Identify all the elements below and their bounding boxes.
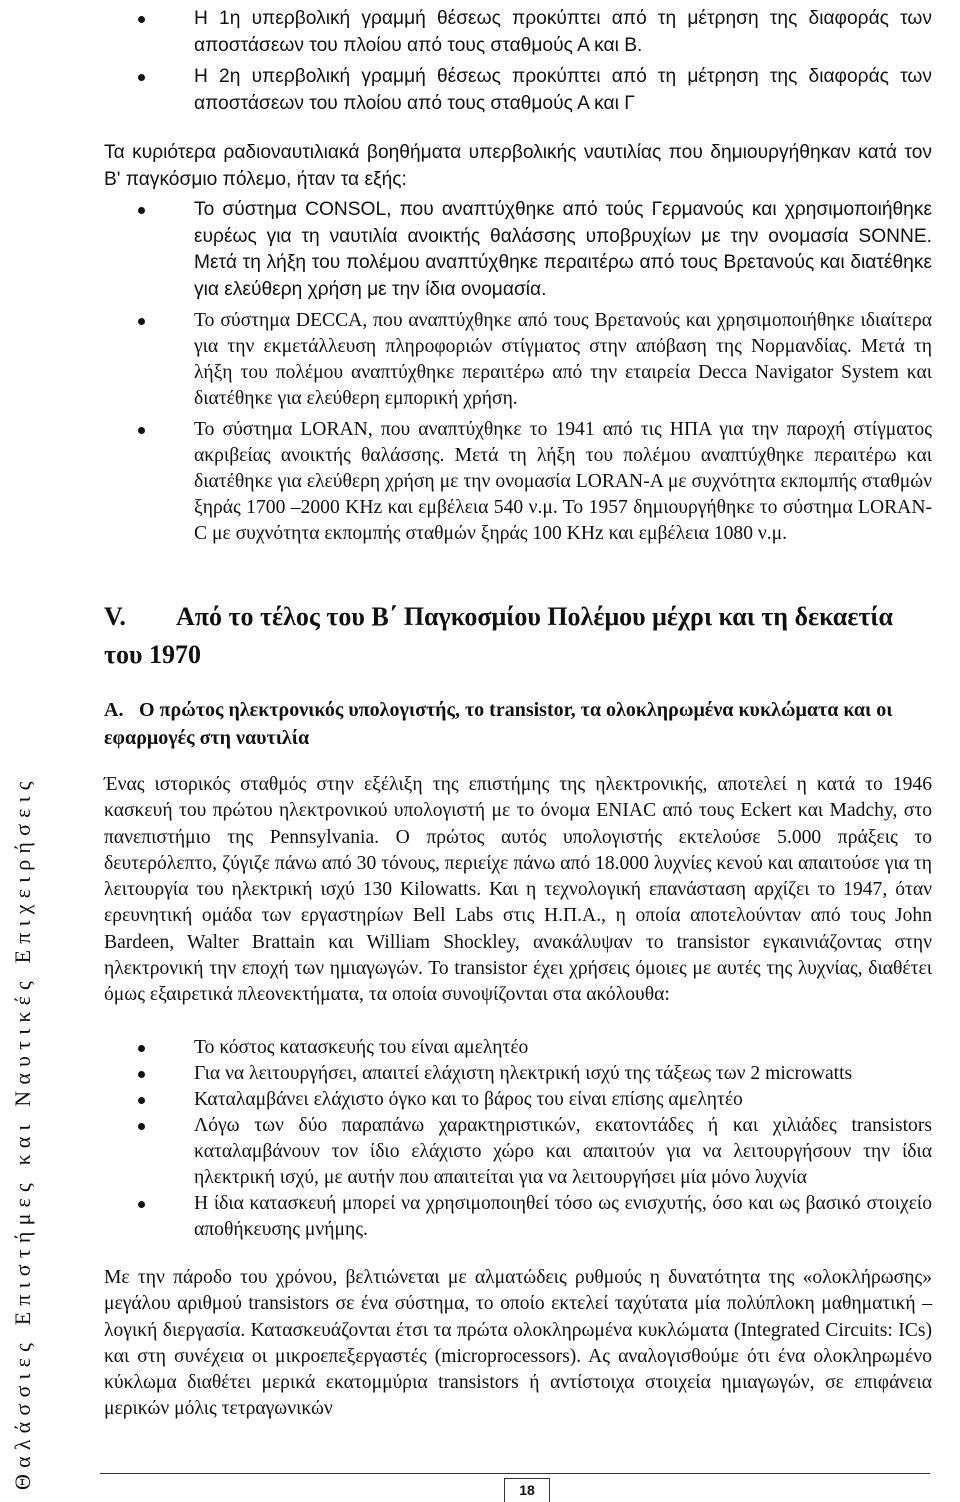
eniac-paragraph: Ένας ιστορικός σταθμός στην εξέλιξη της επιστήμης της ηλεκτρονικής, αποτελεί η κατά το 1946 κασκευή του πρώτου ηλεκτρονικού υπολογιστή με το όνομα ENIAC από τους Eckert και Madchy, στο πανεπιστήμιο της Pennsylvania. Ο πρώτος αυτός υπολογιστής εκτελούσε 5.000 πράξεις το δευτερόλεπτο, ζύγιζε πάνω από 30 τόνους, περιείχε πάνω από 18.000 λυχνίες κενού και απαιτούσε για τη λειτουργία του ηλεκτρική ισχύ 130 Kilowatts. Και η τεχνολογική επανάσταση αρχίζει το 1947, όταν ερευνητική ομάδα των εργαστηρίων Bell Labs στις Η.Π.Α., η οποία αποτελούνταν από τους John Bardeen, Walter Brattain και William Shockley, ανακάλυψαν το transistor εγκαινιάζοντας στην ηλεκτρονική την εποχή των ημιαγωγών. Το transistor έχει χρήσεις όμοιες με αυτές της λυχνίας, διαθέτει όμως εξαιρετικά πλεονεκτήματα, τα οποία συνοψίζονται στα ακόλουθα: [104,774,932,1006]
section-heading [104,696,960,752]
hyperbolic-lines-list [136,6,932,117]
list-item: Το σύστημα CONSOL, που αναπτύχθηκε από τούς Γερμανούς και χρησιμοποιήθηκε ευρέως για τη ναυτιλία ανοικτής θαλάσσης υποβρυχίων με την ονομασία SONNE. Μετά τη λήξη του πολέμου αναπτύχθηκε περαιτέρω από τους Βρετανούς και διατέθηκε για ελεύθερη χρήση με την ίδια ονομασία. [136,197,932,303]
closing-paragraph: Με την πάροδο του χρόνου, βελτιώνεται με αλματώδεις ρυθμούς η δυνατότητα της «ολοκλήρωσης» μεγάλου αριθμού transistors σε ένα σύστημα, το οποίο εκτελεί ταχύτατα μία πολύπλοκη μαθηματική – λογική διεργασία. Κατασκευάζονται έτσι τα πρώτα ολοκληρωμένα κυκλώματα (Integrated Circuits: ICs) και στη συνέχεια οι μικροεπεξεργαστές (microprocessors). Ας αναλογισθούμε ότι ένα ολοκληρωμένο κύκλωμα διαθέτει μερικά εκατομμύρια transistors ή αντίστοιχα στοιχεία ημιαγωγών, σε επιφάνεια μερικών μόλις τετραγωνικών [104,1267,932,1420]
section-number: A. [104,699,124,721]
chapter-title: Από το τέλος του Β΄ Παγκοσμίου Πολέμου μέχρι και τη δεκαετία του 1970 [104,602,893,669]
list-item: Λόγω των δύο παραπάνω χαρακτηριστικών, εκατοντάδες ή και χιλιάδες transistors καταλαμβάνουν τον ίδιο ελάχιστο χώρο και απαιτούν για να λειτουργήσουν την ίδια ηλεκτρική ισχύ, με αυτήν που απαιτείται για να λειτουργήσει μία μόνο λυχνία [136,1113,932,1191]
page-number: 18 [504,1478,550,1502]
section-title: Ο πρώτος ηλεκτρονικός υπολογιστής, το transistor, τα ολοκληρωμένα κυκλώματα και οι εφαρμογές στη ναυτιλία [104,699,893,749]
list-item: Η 1η υπερβολική γραμμή θέσεως προκύπτει από τη μέτρηση της διαφοράς των αποστάσεων του πλοίου από τους σταθμούς Α και Β. [136,6,932,59]
intro-paragraph: Τα κυριότερα ραδιοναυτιλιακά βοηθήματα υπερβολικής ναυτιλίας που δημιουργήθηκαν κατά τον Β' παγκόσμιο πόλεμο, ήταν τα εξής: [104,142,932,190]
list-item: Το σύστημα LORAN, που αναπτύχθηκε το 1941 από τις ΗΠΑ για την παροχή στίγματος ακριβείας ανοικτής θαλάσσης. Μετά τη λήξη του πολέμου αναπτύχθηκε περαιτέρω και διατέθηκε για ελεύθερη χρήση με την ονομασία LORAN-A με συχνότητα εκπομπής σταθμών ξηράς 1700 –2000 KHz και εμβέλεια 540 ν.μ. Το 1957 δημιουργήθηκε το σύστημα LORAN-C με συχνότητα εκπομπής σταθμών ξηράς 100 KHz και εμβέλεια 1080 ν.μ. [136,417,932,547]
list-item: Η ίδια κατασκευή μπορεί να χρησιμοποιηθεί τόσο ως ενισχυτής, όσο και ως βασικό στοιχείο αποθήκευσης μνήμης. [136,1191,932,1243]
footer-rule [100,1473,930,1474]
navigation-systems-list [136,197,932,547]
list-item: Το κόστος κατασκευής του είναι αμελητέο [136,1035,932,1061]
list-item: Το σύστημα DECCA, που αναπτύχθηκε από τους Βρετανούς και χρησιμοποιήθηκε ιδιαίτερα για την εκμετάλλευση πληροφοριών στίγματος στην απόβαση της Νορμανδίας. Μετά τη λήξη του πολέμου αναπτύχθηκε περαιτέρω από την εταιρεία Decca Navigator System και διατέθηκε για ελεύθερη εμπορική χρήση. [136,308,932,412]
side-running-title: Θαλάσσιες Επιστήμες και Ναυτικές Επιχειρήσεις [10,775,35,1490]
chapter-number: V. [104,602,126,631]
chapter-heading [104,598,904,674]
list-item: Για να λειτουργήσει, απαιτεί ελάχιστη ηλεκτρική ισχύ της τάξεως των 2 microwatts [136,1061,932,1087]
list-item: Η 2η υπερβολική γραμμή θέσεως προκύπτει από τη μέτρηση της διαφοράς των αποστάσεων του πλοίου από τους σταθμούς Α και Γ [136,64,932,117]
list-item: Καταλαμβάνει ελάχιστο όγκο και το βάρος του είναι επίσης αμελητέο [136,1087,932,1113]
transistor-advantages-list [136,1035,932,1243]
